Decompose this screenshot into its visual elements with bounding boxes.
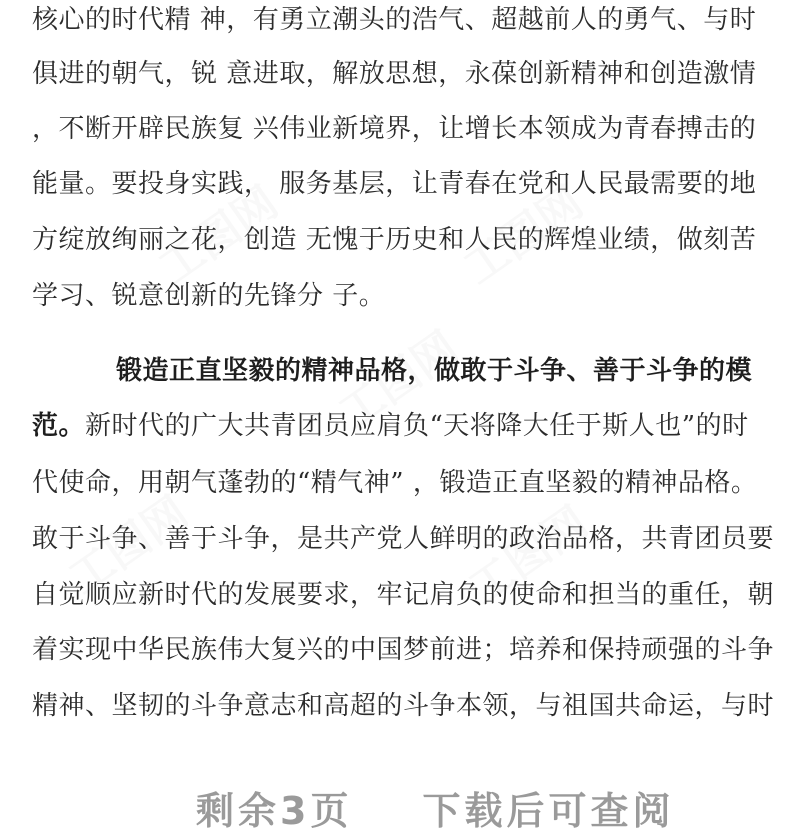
paragraph-line: 俱进的朝气，锐 意进取，解放思想，永葆创新精神和创造激情 bbox=[32, 59, 757, 89]
paragraph-line: 敢于斗争、善于斗争，是共产党人鲜明的政治品格，共青团员要 bbox=[32, 524, 775, 554]
remaining-pages-label: 剩余3页 bbox=[196, 789, 353, 833]
watermark-logo: 工图网 bbox=[454, 176, 593, 295]
paragraph-line: 精神、坚韧的斗争意志和高超的斗争本领，与祖国共命运，与时 bbox=[32, 691, 775, 721]
paragraph-line bbox=[32, 398, 777, 454]
paragraph-line: 能量。要投身实践， 服务基层，让青春在党和人民最需要的地 bbox=[32, 169, 757, 199]
watermark-logo: 工图网 bbox=[149, 176, 288, 295]
paragraph-line: 自觉顺应新时代的发展要求，牢记肩负的使命和担当的重任，朝 bbox=[32, 580, 775, 610]
watermark-logo: 工图网 bbox=[329, 321, 468, 440]
download-to-view-link[interactable]: 下载后可查阅 bbox=[422, 789, 675, 833]
paragraph-line: ，不断开辟民族复 兴伟业新境界，让增长本领成为青春搏击的 bbox=[32, 114, 757, 144]
download-banner[interactable] bbox=[0, 772, 800, 833]
download-banner-text[interactable] bbox=[196, 780, 674, 835]
paragraph-line: 方绽放绚丽之花，创造 无愧于历史和人民的辉煌业绩，做刻苦 bbox=[32, 225, 757, 255]
paragraph-line: 代使命，用朝气蓬勃的“精气神” ，锻造正直坚毅的精神品格。 bbox=[32, 468, 758, 498]
section-heading: 锻造正直坚毅的精神品格，做敢于斗争、善于斗争的模 bbox=[116, 356, 753, 386]
paragraph-line: 着实现中华民族伟大复兴的中国梦前进；培养和保持顽强的斗争 bbox=[32, 635, 775, 665]
paragraph-text: 新时代的广大共青团员应肩负“天将降大任于斯人也”的时 bbox=[85, 411, 749, 441]
paragraph-line: 学习、锐意创新的先锋分 子。 bbox=[32, 281, 386, 311]
watermark-logo: 工图网 bbox=[59, 486, 198, 605]
watermark-logo: 工图网 bbox=[459, 496, 598, 615]
section-heading-end: 范。 bbox=[32, 411, 86, 441]
paragraph-line: 核心的时代精 神，有勇立潮头的浩气、超越前人的勇气、与时 bbox=[32, 5, 757, 35]
